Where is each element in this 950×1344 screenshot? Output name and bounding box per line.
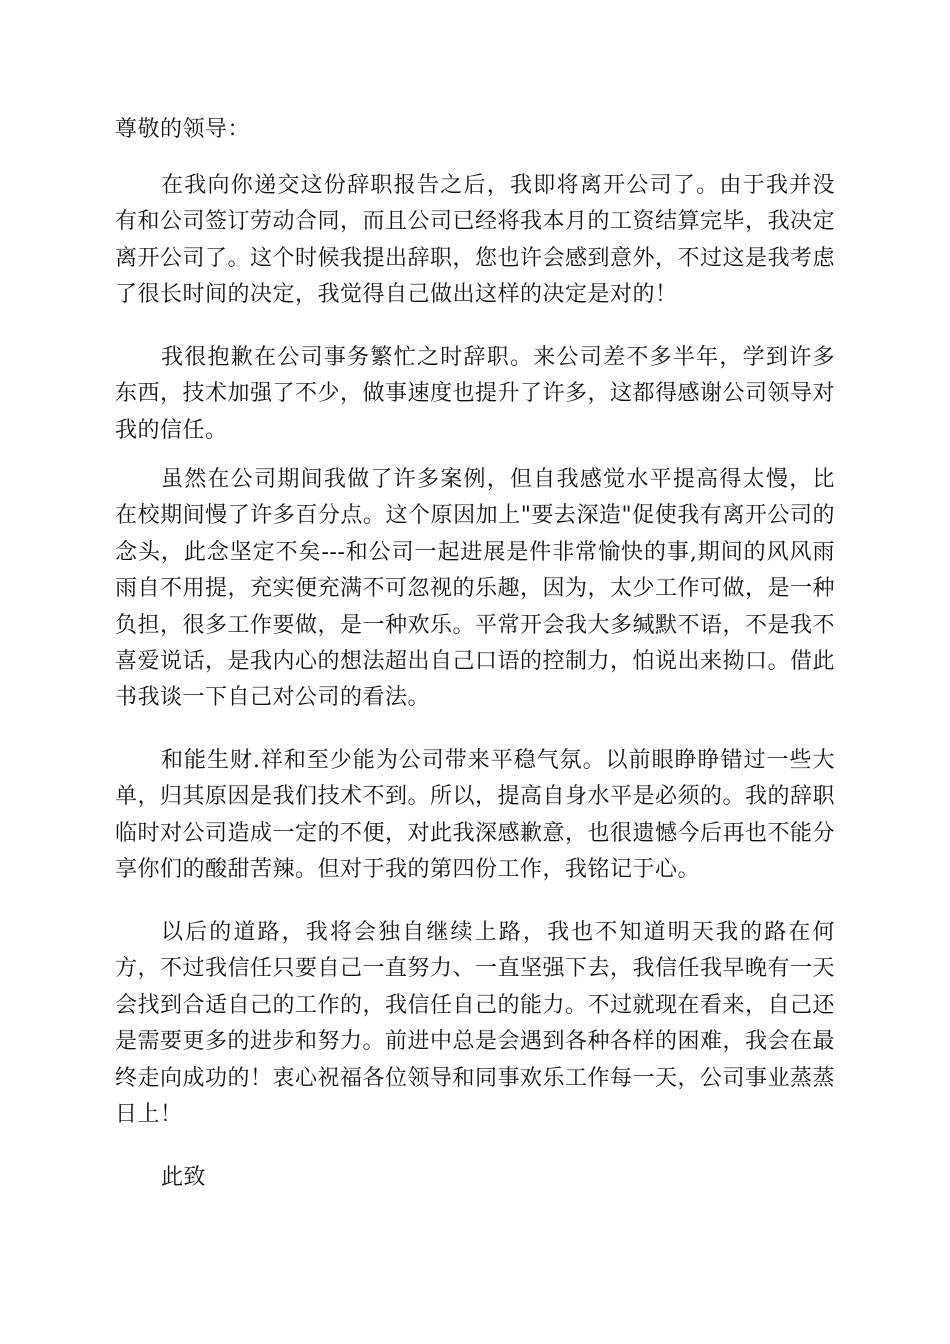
- paragraph-5: 以后的道路，我将会独自继续上路，我也不知道明天我的路在何方，不过我信任只要自己一直努力、一直坚强下去，我信任我早晚有一天会找到合适自己的工作的，我信任自己的能力。不过就现在看来，自己还是需要更多的进步和努力。前进中总是会遇到各种各样的困难，我会在最终走向成功的！衷心祝福各位领导和同事欢乐工作每一天，公司事业蒸蒸日上！: [115, 920, 836, 1128]
- paragraph-2: 我很抱歉在公司事务繁忙之时辞职。来公司差不多半年，学到许多东西，技术加强了不少，做事速度也提升了许多，这都得感谢公司领导对我的信任。: [115, 345, 836, 443]
- paragraph-3: 虽然在公司期间我做了许多案例，但自我感觉水平提高得太慢，比在校期间慢了许多百分点。这个原因加上"要去深造"促使我有离开公司的念头，此念坚定不矣---和公司一起进展是件非常愉快的事,期间的风风雨雨自不用提，充实便充满不可忽视的乐趣，因为，太少工作可做，是一种负担，很多工作要做，是一种欢乐。平常开会我大多缄默不语，不是我不喜爱说话，是我内心的想法超出自己口语的控制力，怕说出来拗口。借此书我谈一下自己对公司的看法。: [115, 467, 836, 711]
- salutation: 尊敬的领导：: [115, 117, 251, 142]
- paragraph-4: 和能生财.祥和至少能为公司带来平稳气氛。以前眼睁睁错过一些大单，归其原因是我们技术不到。所以，提高自身水平是必须的。我的辞职临时对公司造成一定的不便，对此我深感歉意，也很遗憾今后再也不能分享你们的酸甜苦辣。但对于我的第四份工作，我铭记于心。: [115, 748, 836, 883]
- paragraph-1: 在我向你递交这份辞职报告之后，我即将离开公司了。由于我并没有和公司签订劳动合同，而且公司已经将我本月的工资结算完毕，我决定离开公司了。这个时候我提出辞职，您也许会感到意外，不过这是我考虑了很长时间的决定，我觉得自己做出这样的决定是对的！: [115, 173, 836, 308]
- closing-line: 此致: [161, 1165, 207, 1190]
